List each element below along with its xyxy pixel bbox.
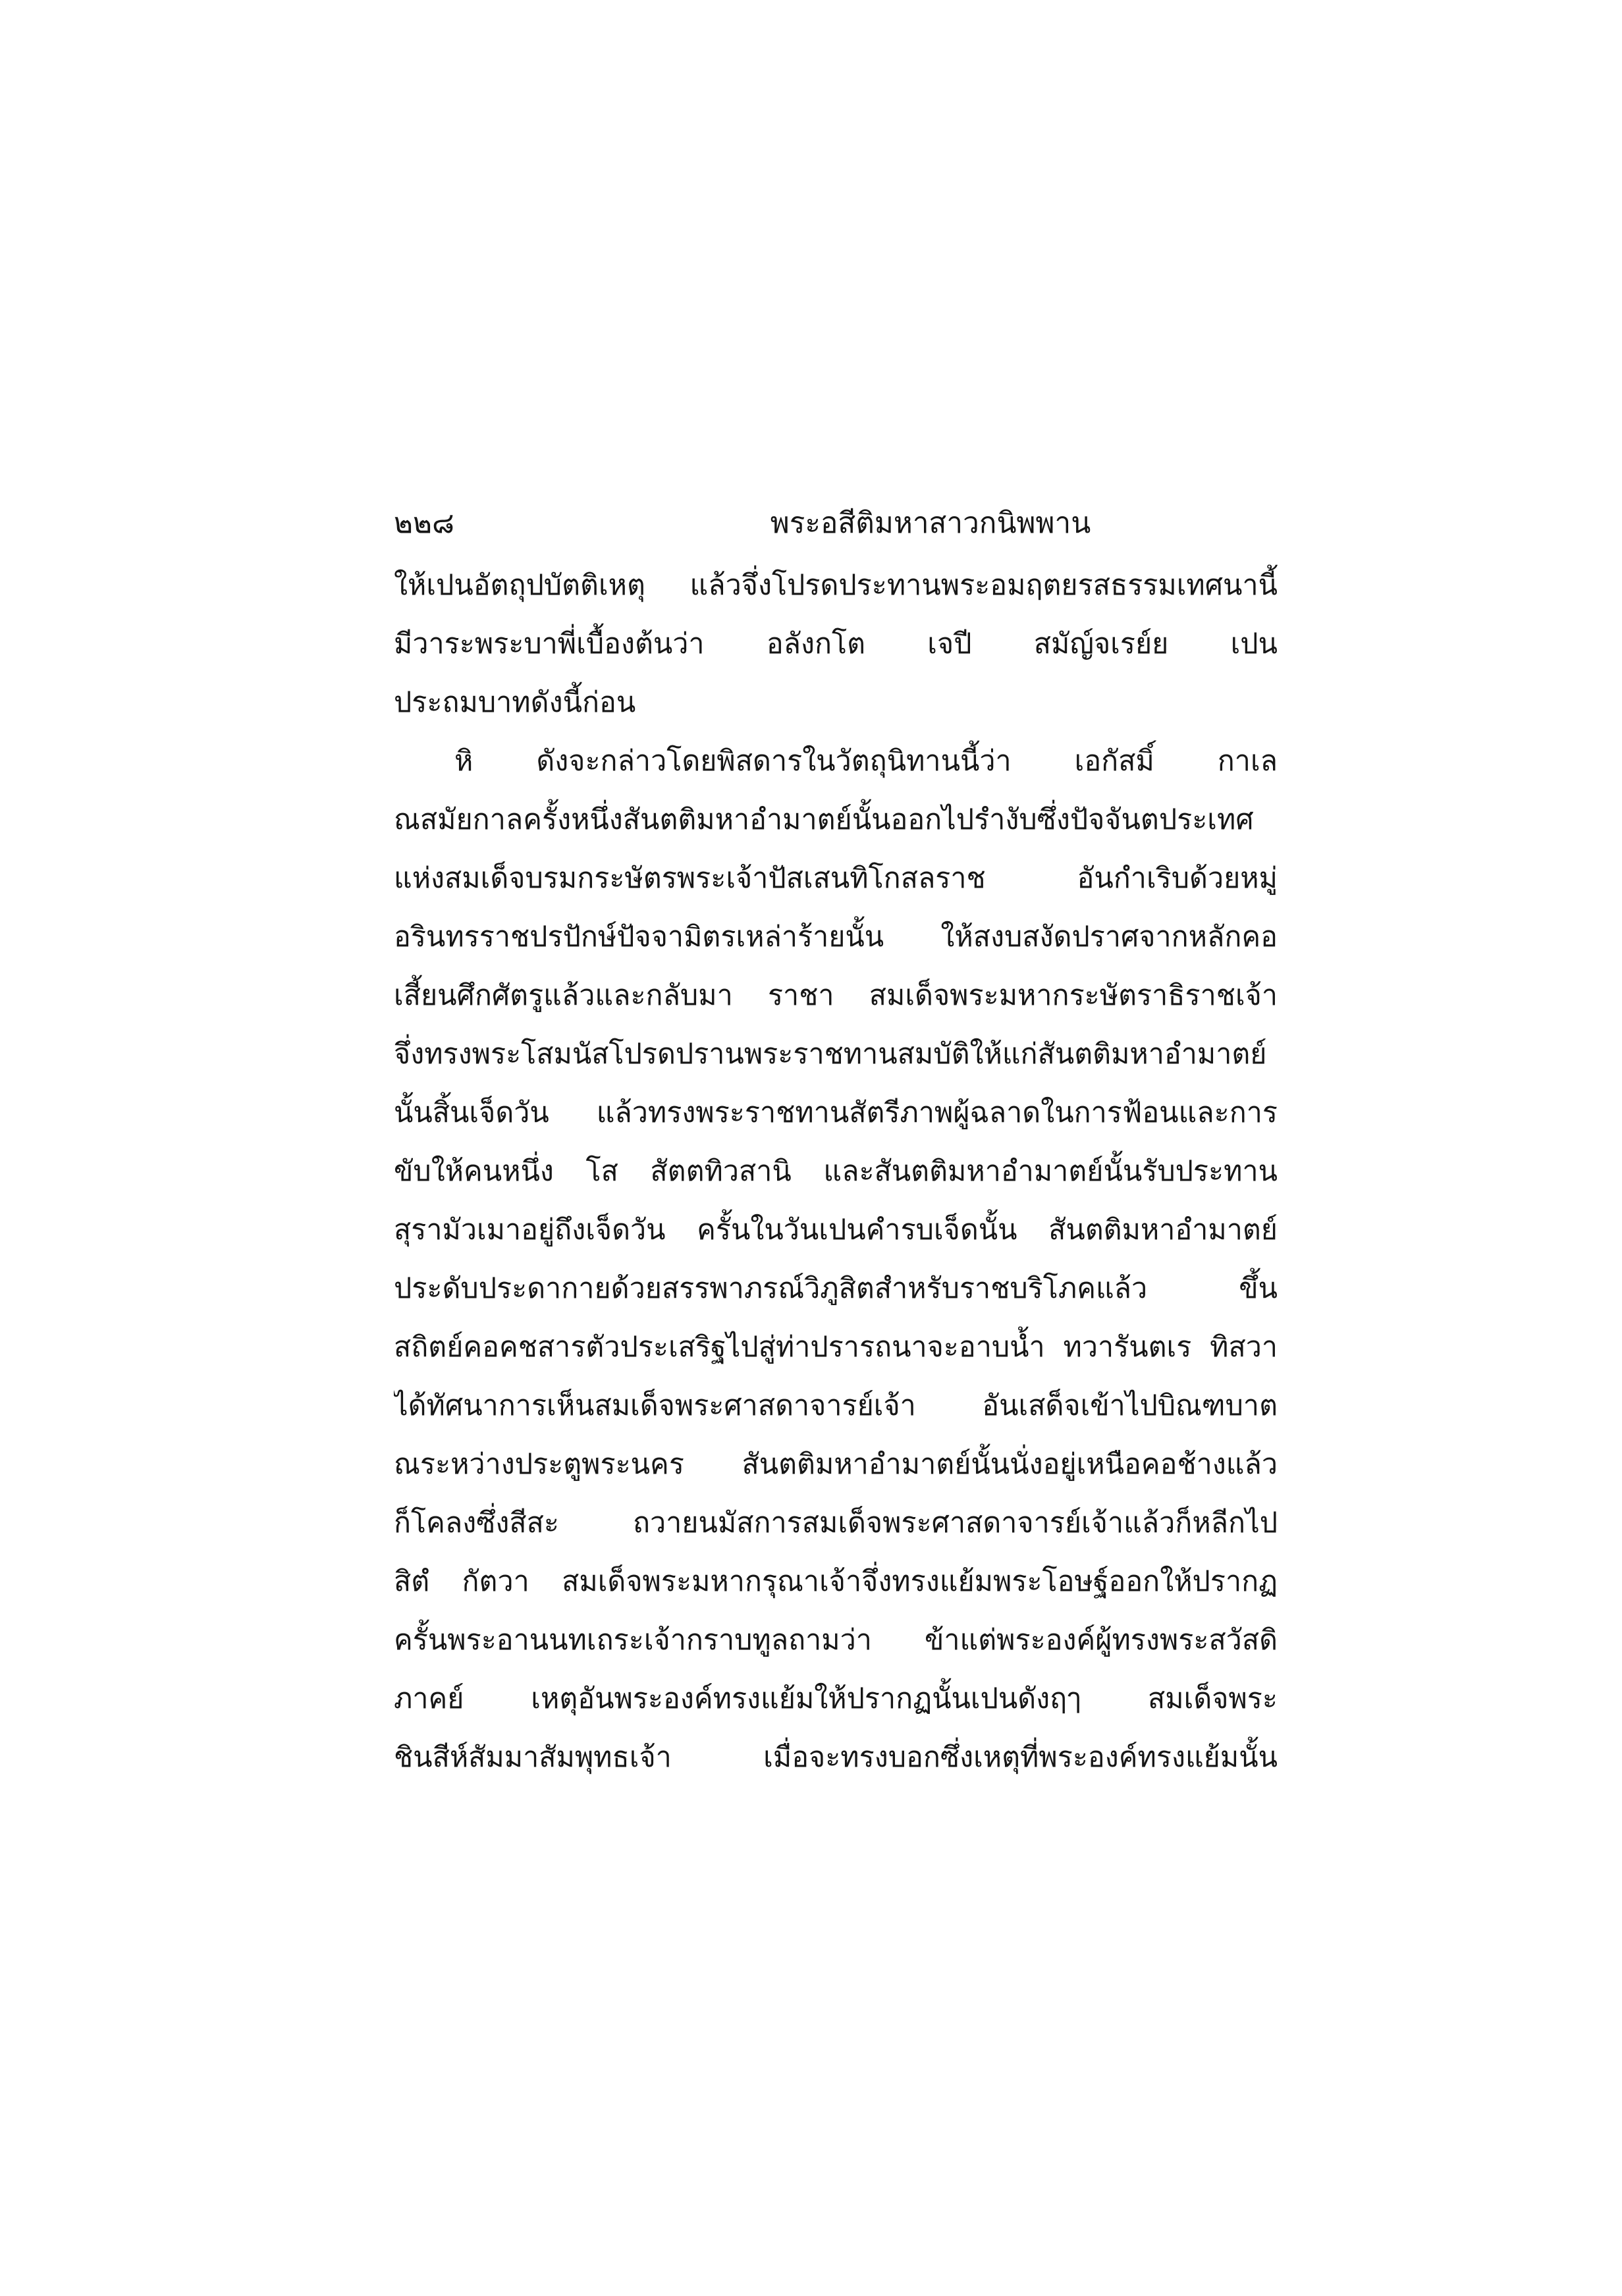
text-line: ณระหว่างประตูพระนคร สันตติมหาอำมาตย์นั้นนั่งอยู่เหนือคอช้างแล้ว (394, 1448, 1278, 1481)
text-line: นั้นสิ้นเจ็ดวัน แล้วทรงพระราชทานสัตรีภาพผู้ฉลาดในการฟ้อนและการ (394, 1096, 1278, 1129)
text-line: ครั้นพระอานนทเถระเจ้ากราบทูลถามว่า ข้าแต่พระองค์ผู้ทรงพระสวัสดิ (394, 1624, 1278, 1657)
text-line: สิตํ กัตวา สมเด็จพระมหากรุณาเจ้าจึ่งทรงแย้มพระโอษฐ์ออกให้ปรากฏ (394, 1565, 1278, 1598)
text-line: ณสมัยกาลครั้งหนึ่งสันตติมหาอำมาตย์นั้นออกไปรำงับซึ่งปัจจันตประเทศ (394, 803, 1254, 836)
text-line: ประดับประดากายด้วยสรรพาภรณ์วิภูสิตสำหรับราชบริโภคแล้ว ขึ้น (394, 1272, 1278, 1305)
text-line: ขับให้คนหนึ่ง โส สัตตทิวสานิ และสันตติมหาอำมาตย์นั้นรับประทาน (394, 1155, 1278, 1188)
text-line: จึ่งทรงพระโสมนัสโปรดปรานพระราชทานสมบัติให้แก่สันตติมหาอำมาตย์ (394, 1038, 1267, 1071)
text-line: อรินทรราชปรปักษ์ปัจจามิตรเหล่าร้ายนั้น ให้สงบสงัดปราศจากหลักคอ (394, 921, 1278, 953)
page-number: ๒๒๘ (394, 506, 454, 540)
text-line: ได้ทัศนาการเห็นสมเด็จพระศาสดาจารย์เจ้า อันเสด็จเข้าไปบิณฑบาต (394, 1389, 1278, 1422)
text-line: มีวาระพระบาพี่เบื้องต้นว่า อลังกโต เจปี สมัญ์จเรย์ย เปน (394, 627, 1278, 660)
running-title: พระอสีติมหาสาวกนิพพาน (770, 506, 1091, 540)
text-line: ชินสีห์สัมมาสัมพุทธเจ้า เมื่อจะทรงบอกซึ่งเหตุที่พระองค์ทรงแย้มนั้น (394, 1741, 1278, 1774)
text-line: สุรามัวเมาอยู่ถึงเจ็ดวัน ครั้นในวันเปนคำรบเจ็ดนั้น สันตติมหาอำมาตย์ (394, 1214, 1278, 1246)
page-header (394, 497, 1278, 550)
body-text (394, 556, 1278, 1787)
text-line: สถิตย์คอคชสารตัวประเสริฐไปสู่ท่าปรารถนาจะอาบน้ำ ทวารันตเร ทิสวา (394, 1331, 1278, 1364)
text-line: แห่งสมเด็จบรมกระษัตรพระเจ้าปัสเสนทิโกสลราช อันกำเริบด้วยหมู่ (394, 862, 1278, 895)
text-line: ประถมบาทดังนี้ก่อน (394, 686, 636, 719)
text-line: เสี้ยนศึกศัตรูแล้วและกลับมา ราชา สมเด็จพระมหากระษัตราธิราชเจ้า (394, 979, 1278, 1012)
text-line: ภาคย์ เหตุอันพระองค์ทรงแย้มให้ปรากฏนั้นเปนดังฤๅ สมเด็จพระ (394, 1682, 1278, 1715)
text-line: ให้เปนอัตถุปบัตติเหตุ แล้วจึ่งโปรดประทานพระอมฤตยรสธรรมเทศนานี้ (394, 569, 1278, 602)
text-line: ก็โคลงซึ่งสีสะ ถวายนมัสการสมเด็จพระศาสดาจารย์เจ้าแล้วก็หลีกไป (394, 1507, 1278, 1539)
text-line: หิ ดังจะกล่าวโดยพิสดารในวัตถุนิทานนี้ว่า เอกัสมิ์ กาเล (454, 745, 1278, 778)
